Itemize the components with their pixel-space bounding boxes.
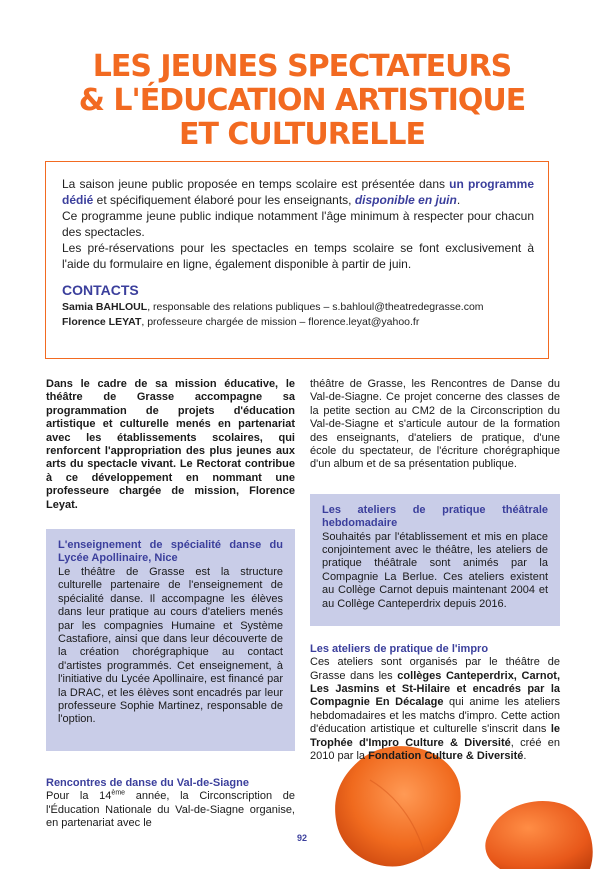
impro-text-b: collèges Canteperdrix, Carnot, Les Jasmins et St-Hilaire et encadrés par la Compagnie En Décalage <box>310 669 561 709</box>
intro-paragraph-1 <box>62 176 534 208</box>
contact-1 <box>62 300 534 315</box>
contacts-heading: CONTACTS <box>62 282 139 298</box>
lycee-apollinaire-heading: L'enseignement de spécialité danse du Lycée Apollinaire, Nice <box>58 539 283 565</box>
title-line-1: LES JEUNES SPECTATEURS <box>92 49 512 84</box>
contact-1-details: , responsable des relations publiques – s.bahloul@theatredegrasse.com <box>147 301 484 313</box>
rencontres-text <box>46 790 295 830</box>
intro-paragraph-3: Les pré-réservations pour les spectacles en temps scolaire se font exclusivement à l'aide du formulaire en ligne, également disponible à partir de juin. <box>62 241 534 271</box>
intro-text: . <box>456 193 461 207</box>
impro-text-a: Ces ateliers sont organisés par le théâtre de Grasse dans les <box>310 656 560 682</box>
contact-2-details: , professeure chargée de mission – florence.leyat@yahoo.fr <box>141 316 420 328</box>
left-column <box>46 378 295 831</box>
lycee-apollinaire-text: Le théâtre de Grasse est la structure culturelle partenaire de l'enseignement de spécialité danse. Il accompagne les élèves dans leur pratique au cours d'ateliers menés par les compagnies Humaine et Système Castafiore, ainsi que dans leur découverte de la création chorégraphique au contact d'artistes programmés. Cet enseignement, à l'initiative du Lycée Apollinaire, est financé par la DRAC, et les élèves sont encadrés par leur professeure Sophie Martinez, responsable de l'option. <box>58 565 283 726</box>
page-title <box>0 50 604 152</box>
impro-text-f: Fondation Culture & Diversité <box>368 750 524 763</box>
availability-link[interactable]: disponible en juin <box>354 193 457 207</box>
lycee-apollinaire-box <box>46 529 295 751</box>
ateliers-theatre-heading: Les ateliers de pratique théâtrale hebdomadaire <box>322 503 548 530</box>
rencontres-text-a: Pour la 14 <box>46 790 112 803</box>
title-line-3: ET CULTURELLE <box>178 117 426 152</box>
ateliers-theatre-box <box>310 494 560 626</box>
impro-text <box>310 656 560 763</box>
rencontres-heading: Rencontres de danse du Val-de-Siagne <box>46 777 249 790</box>
impro-text-d: le Trophée d'Impro Culture & Diversité <box>310 723 560 749</box>
rencontres-text-b: année, la Circonscription de l'Éducation Nationale du Val-de-Siagne organise, en partenariat avec le <box>46 790 295 830</box>
intro-text: et spécifiquement élaboré pour les enseignants, <box>93 193 355 207</box>
lead-paragraph: Dans le cadre de sa mission éducative, le théâtre de Grasse accompagne sa programmation de projets d'éducation artistique et culturelle menés en partenariat avec les établissements scolaires, qui renforcent l'appropriation des plus jeunes aux arts du spectacle vivant. Le Rectorat contribue à ce développement en nommant une professeure chargée de mission, Florence Leyat. <box>46 378 295 511</box>
page-number: 92 <box>296 833 307 843</box>
impro-text-g: . <box>523 750 527 763</box>
ateliers-theatre-text: Souhaités par l'établissement et mis en place conjointement avec le théâtre, les ateliers de pratique théâtrale sont animés par la Compagnie La Berlue. Ces ateliers existent au Collège Carnot depuis maintenant 2004 et au Collège Canteperdrix depuis 2016. <box>322 530 548 610</box>
impro-heading: Les ateliers de pratique de l'impro <box>310 642 489 655</box>
impro-text-e: , créé en 2010 par la <box>310 736 560 763</box>
ordinal-suffix: ème <box>111 789 126 797</box>
right-column <box>310 378 560 764</box>
contact-1-name: Samia BAHLOUL <box>62 301 148 313</box>
program-link[interactable]: un programme dédié <box>62 177 534 207</box>
intro-paragraph-2: Ce programme jeune public indique notamment l'âge minimum à respecter pour chacun des spectacles. <box>62 209 534 239</box>
title-line-2: & L'ÉDUCATION ARTISTIQUE <box>78 83 526 118</box>
petal-illustration-right <box>480 795 604 869</box>
contact-2-name: Florence LEYAT <box>62 316 142 328</box>
intro-box <box>45 161 549 359</box>
contact-2 <box>62 315 534 330</box>
intro-text: La saison jeune public proposée en temps scolaire est présentée dans <box>62 177 450 191</box>
impro-text-c: qui anime les ateliers hebdomadaires et les matchs d'impro. Cette action d'éducation artistique et culturelle s'inscrit dans <box>310 696 560 736</box>
rencontres-continuation: théâtre de Grasse, les Rencontres de Danse du Val-de-Siagne. Ce projet concerne des classes de la petite section au CM2 de la Circonscription du Val-de-Siagne et s'articule autour de la formation des enseignants, d'ateliers de pratique, d'une école du spectateur, de l'écriture chorégraphique d'un album et de sa présentation publique. <box>310 378 560 471</box>
